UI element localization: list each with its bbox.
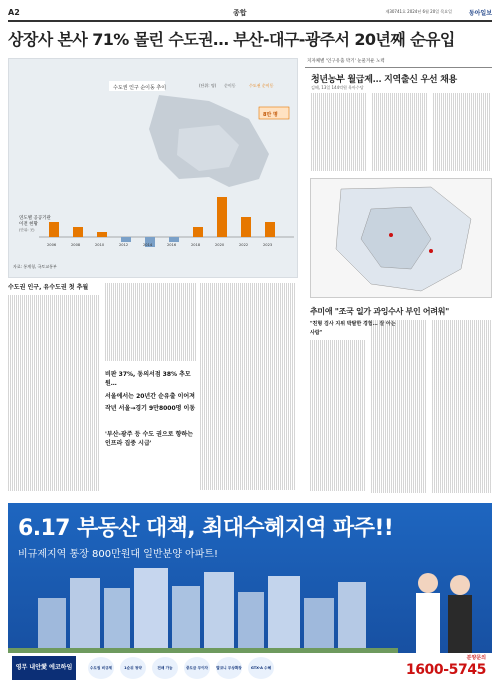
real-estate-ad[interactable] [8,503,492,683]
ad-chip-3: 전매 가능 [152,657,178,679]
chart-legend-unit: (단위: 명) [199,83,217,88]
x-tick-2020: 2020 [215,243,225,247]
left-axis-unit: (단위: 곳) [19,228,35,232]
bar-2023 [265,222,275,237]
migration-chart [8,58,298,278]
right-subhead-b: 김해, 13일 144억원 육아수당 [311,85,364,90]
main-headline: 상장사 본사 71% 몰린 수도권… 부산-대구-광주서 20년째 순유입 [8,30,455,49]
regional-map [310,178,492,298]
x-tick-2016: 2016 [167,243,177,247]
ad-chip-5: 발코니 무상확장 [216,657,242,679]
ad-models-illustration [400,563,486,653]
x-tick-2010: 2010 [95,243,105,247]
chart-legend-2: 수도권 순이동 [249,83,274,88]
mid-text-col-2 [200,283,296,495]
ad-tel-label: 분양문의 [466,655,486,661]
editorial-stripe: 지자체별 '인구유출 막기' 눈물겨운 노력 [305,58,492,68]
x-tick-2008: 2008 [71,243,81,247]
bar-2020 [217,197,227,237]
chu-text-col-3 [432,320,491,495]
x-tick-2012: 2012 [119,243,129,247]
bar-2018 [193,227,203,237]
ad-subtitle: 비규제지역 통장 800만원대 일반분양 아파트! [18,549,219,560]
issue-date: 제30741호 2024년 6월 20일 목요일 [385,9,452,14]
x-ticks [47,243,272,247]
map-svg [311,179,493,299]
mid-head-2: 작년 서울→경기 9만8000명 이동 [105,405,196,412]
bar-2016 [169,237,179,242]
chart-caption: 자료: 통계청, 국토교통부 [13,264,57,269]
right-text-col-1 [311,93,367,173]
chu-text-col-2 [371,320,427,495]
left-text-col [8,295,100,495]
ad-phone-number[interactable]: 1600-5745 [405,662,486,678]
x-tick-2022: 2022 [239,243,249,247]
chu-side-head: "친형 검사 지위 박탈한 경험… 잘 아는 사람" [310,321,396,336]
ad-chip-2: 1순위 청약 [120,657,146,679]
ad-chip-4: 중도금 무이자 [184,657,210,679]
mid-text-col-1 [105,283,197,363]
left-axis-label: 연도별 공공기관 [19,216,51,221]
x-tick-2018: 2018 [191,243,201,247]
right-subhead: 청년농부 월급제… 지역출신 우선 채용 [311,75,457,85]
chart-panel-label: 수도권 인구 순이동 추이 [113,85,167,91]
left-col-title: 수도권 인구, 유수도권 첫 추월 [8,284,89,291]
section-title: 종합 [233,9,247,17]
bar-2006 [49,222,59,237]
ad-chip-6: GTX-A 수혜 [248,657,274,679]
right-text-col-3 [433,93,491,173]
mid-stats-head: 비판 37%, 동의서점 38% 추모원… [105,371,191,387]
chart-svg [9,59,299,279]
bar-2010 [97,232,107,237]
ad-brand: 영무 내안愛 에코하임 [12,656,76,680]
page-header [8,8,492,22]
ad-chip-1: 수도권 비규제 [88,657,114,679]
left-axis-label2: 이전 현황 [19,222,38,227]
x-tick-2014: 2014 [143,243,153,247]
page-number: A2 [8,8,20,17]
bars-group [49,197,275,247]
x-tick-2023: 2023 [263,243,273,247]
ad-title: 6.17 부동산 대책, 최대수혜지역 파주!! [18,516,394,541]
peak-label: 8만 명 [263,112,278,118]
chu-headline: 추미애 "조국 일가 과잉수사 부인 어려워" [310,306,450,316]
right-text-col-2 [372,93,428,173]
chart-legend-1: 순이동 [224,83,236,88]
bar-2022 [241,217,251,237]
mid-head-1: 서울에서는 20년간 순유출 이어져 [105,393,195,400]
x-tick-2006: 2006 [47,243,57,247]
mid-head-3: '부산-광주 등 수도 권으로 향하는 인프라 집중 시급' [105,431,194,447]
bar-2008 [73,227,83,237]
bar-2012 [121,237,131,242]
chu-text-col-1 [310,340,366,495]
newspaper-logo: 동아일보 [468,10,492,17]
